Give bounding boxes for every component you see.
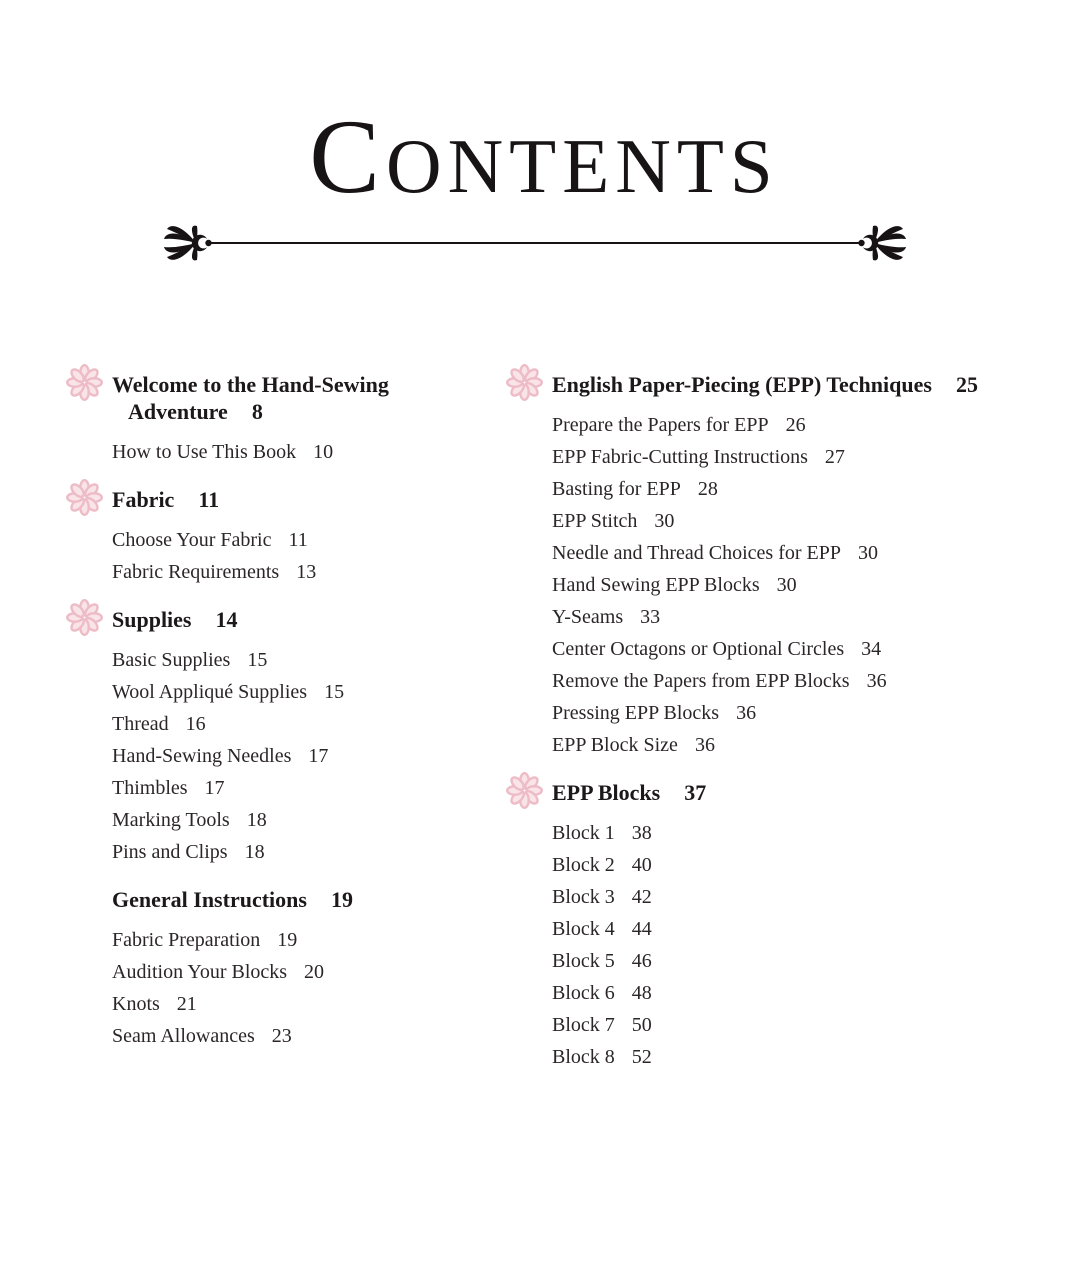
section-page-number: 25 [955,372,978,397]
toc-entry [552,945,1052,977]
toc-entry-label: Audition Your Blocks [112,961,288,983]
toc-entry-label: Seam Allowances [112,1025,255,1047]
section-title-text: Welcome to the Hand-Sewing [112,372,389,397]
toc-entry-page-number: 42 [631,886,652,908]
toc-entry-label: Wool Appliqué Supplies [112,681,308,703]
toc-section [112,886,502,1052]
toc-entry-label: Thimbles [112,777,188,799]
page-title [0,98,1088,215]
toc-columns [62,371,1052,1091]
toc-section [112,486,502,588]
section-title [112,886,502,913]
toc-entry [112,644,502,676]
toc-entry-page-number: 52 [631,1046,652,1068]
toc-entry-label: Block 2 [552,854,615,876]
toc-entry-page-number: 10 [313,441,334,463]
toc-entry-label: Pressing EPP Blocks [552,702,720,724]
toc-entry-page-number: 13 [296,561,317,583]
toc-entry-page-number: 30 [776,574,797,596]
toc-entry [552,633,1052,665]
toc-entry [552,441,1052,473]
toc-entry-label: Remove the Papers from EPP Blocks [552,670,850,692]
section-page-number: 8 [251,399,263,424]
section-title-text: Fabric [112,487,175,512]
section-page-number: 37 [684,780,707,805]
toc-entry [112,804,502,836]
toc-entry-page-number: 34 [861,638,882,660]
toc-entry-page-number: 17 [204,777,225,799]
title-divider [163,222,907,264]
toc-entry [112,740,502,772]
section-title-text: Supplies [112,607,192,632]
toc-entry-page-number: 18 [244,841,265,863]
flower-icon [506,772,543,809]
toc-entry [552,849,1052,881]
toc-entry-page-number: 11 [288,529,308,551]
toc-entry-label: Block 8 [552,1046,615,1068]
toc-entry [112,988,502,1020]
toc-entry [112,708,502,740]
section-page-number: 11 [198,487,220,512]
toc-entry [112,1020,502,1052]
toc-entry-label: Block 4 [552,918,615,940]
toc-entry-page-number: 48 [631,982,652,1004]
toc-entry-label: Hand-Sewing Needles [112,745,292,767]
section-page-number: 14 [215,607,238,632]
toc-entry-page-number: 33 [640,606,661,628]
page-title-initial: C [309,98,386,215]
toc-entry [552,665,1052,697]
toc-entry-label: Block 3 [552,886,615,908]
toc-entry-page-number: 36 [694,734,715,756]
toc-entry-label: Basic Supplies [112,649,231,671]
section-title [112,606,502,633]
toc-entry-page-number: 17 [308,745,329,767]
toc-entry-label: Basting for EPP [552,478,681,500]
toc-entry-label: Block 6 [552,982,615,1004]
toc-entry [552,601,1052,633]
toc-entry [552,1009,1052,1041]
toc-entry-page-number: 28 [697,478,718,500]
fleuron-leaf-icon-left [163,222,213,264]
toc-section [112,371,502,468]
section-title [552,779,1052,806]
divider-rule [210,242,860,245]
section-title-text: General Instructions [112,887,307,912]
toc-entry-page-number: 30 [858,542,878,564]
toc-entry [112,676,502,708]
fleuron-leaf-icon-right [857,222,907,264]
toc-entry-page-number: 44 [631,918,652,940]
toc-entry-page-number: 16 [185,713,206,735]
section-title [112,371,502,425]
toc-entry-page-number: 36 [866,670,887,692]
toc-entry-page-number: 15 [247,649,268,671]
toc-entry-label: Marking Tools [112,809,230,831]
page-title-rest: ONTENTS [385,123,779,209]
toc-entry-page-number: 38 [631,822,652,844]
toc-entry-page-number: 18 [246,809,267,831]
toc-entry-page-number: 20 [304,961,325,983]
toc-entry [552,409,1052,441]
toc-entry [112,524,502,556]
section-title-text: English Paper-Piecing (EPP) Techniques [552,372,932,397]
toc-section [552,779,1052,1073]
section-title-text: EPP Blocks [552,780,661,805]
toc-entry-label: EPP Stitch [552,510,638,532]
toc-entry-label: EPP Block Size [552,734,678,756]
toc-entry [112,556,502,588]
toc-entry [552,881,1052,913]
flower-icon [66,364,103,401]
section-page-number: 19 [330,887,353,912]
toc-entry-label: Center Octagons or Optional Circles [552,638,845,660]
toc-entry [552,537,1052,569]
toc-entry-page-number: 30 [654,510,675,532]
section-title [552,371,1052,398]
flower-icon [66,599,103,636]
toc-entry [112,836,502,868]
toc-entry-page-number: 50 [631,1014,652,1036]
toc-entry-page-number: 21 [176,993,197,1015]
toc-entry-label: Hand Sewing EPP Blocks [552,574,760,596]
toc-entry-label: Prepare the Papers for EPP [552,414,769,436]
toc-entry [112,772,502,804]
toc-entry-label: Pins and Clips [112,841,228,863]
toc-entry [112,924,502,956]
toc-entry [552,569,1052,601]
toc-entry [552,473,1052,505]
toc-entry-label: Thread [112,713,169,735]
toc-entry-label: Needle and Thread Choices for EPP [552,542,841,564]
toc-entry-label: Fabric Requirements [112,561,280,583]
toc-entry-label: Y-Seams [552,606,624,628]
section-title-text: Adventure [128,399,228,424]
toc-entry-page-number: 19 [277,929,298,951]
toc-entry-page-number: 23 [271,1025,292,1047]
toc-entry [112,436,502,468]
flower-icon [66,479,103,516]
toc-entry [552,697,1052,729]
toc-entry-label: Block 1 [552,822,615,844]
toc-section [112,606,502,868]
toc-entry-page-number: 46 [631,950,652,972]
toc-entry [552,505,1052,537]
toc-entry-page-number: 36 [736,702,757,724]
toc-column-right [502,371,1052,1091]
toc-section [552,371,1052,761]
toc-entry [552,729,1052,761]
toc-entry-page-number: 15 [324,681,345,703]
toc-entry-label: Block 7 [552,1014,615,1036]
toc-entry-page-number: 40 [631,854,652,876]
toc-entry-label: Fabric Preparation [112,929,261,951]
toc-entry-label: Knots [112,993,160,1015]
toc-entry-label: Block 5 [552,950,615,972]
toc-entry [112,956,502,988]
toc-entry-label: How to Use This Book [112,441,297,463]
toc-entry-page-number: 27 [824,446,845,468]
toc-entry [552,977,1052,1009]
toc-entry-page-number: 26 [785,414,806,436]
toc-column-left [62,371,502,1091]
toc-entry-label: Choose Your Fabric [112,529,272,551]
toc-entry [552,1041,1052,1073]
toc-entry-label: EPP Fabric-Cutting Instructions [552,446,808,468]
flower-icon [506,364,543,401]
toc-entry [552,817,1052,849]
section-title [112,486,502,513]
toc-entry [552,913,1052,945]
